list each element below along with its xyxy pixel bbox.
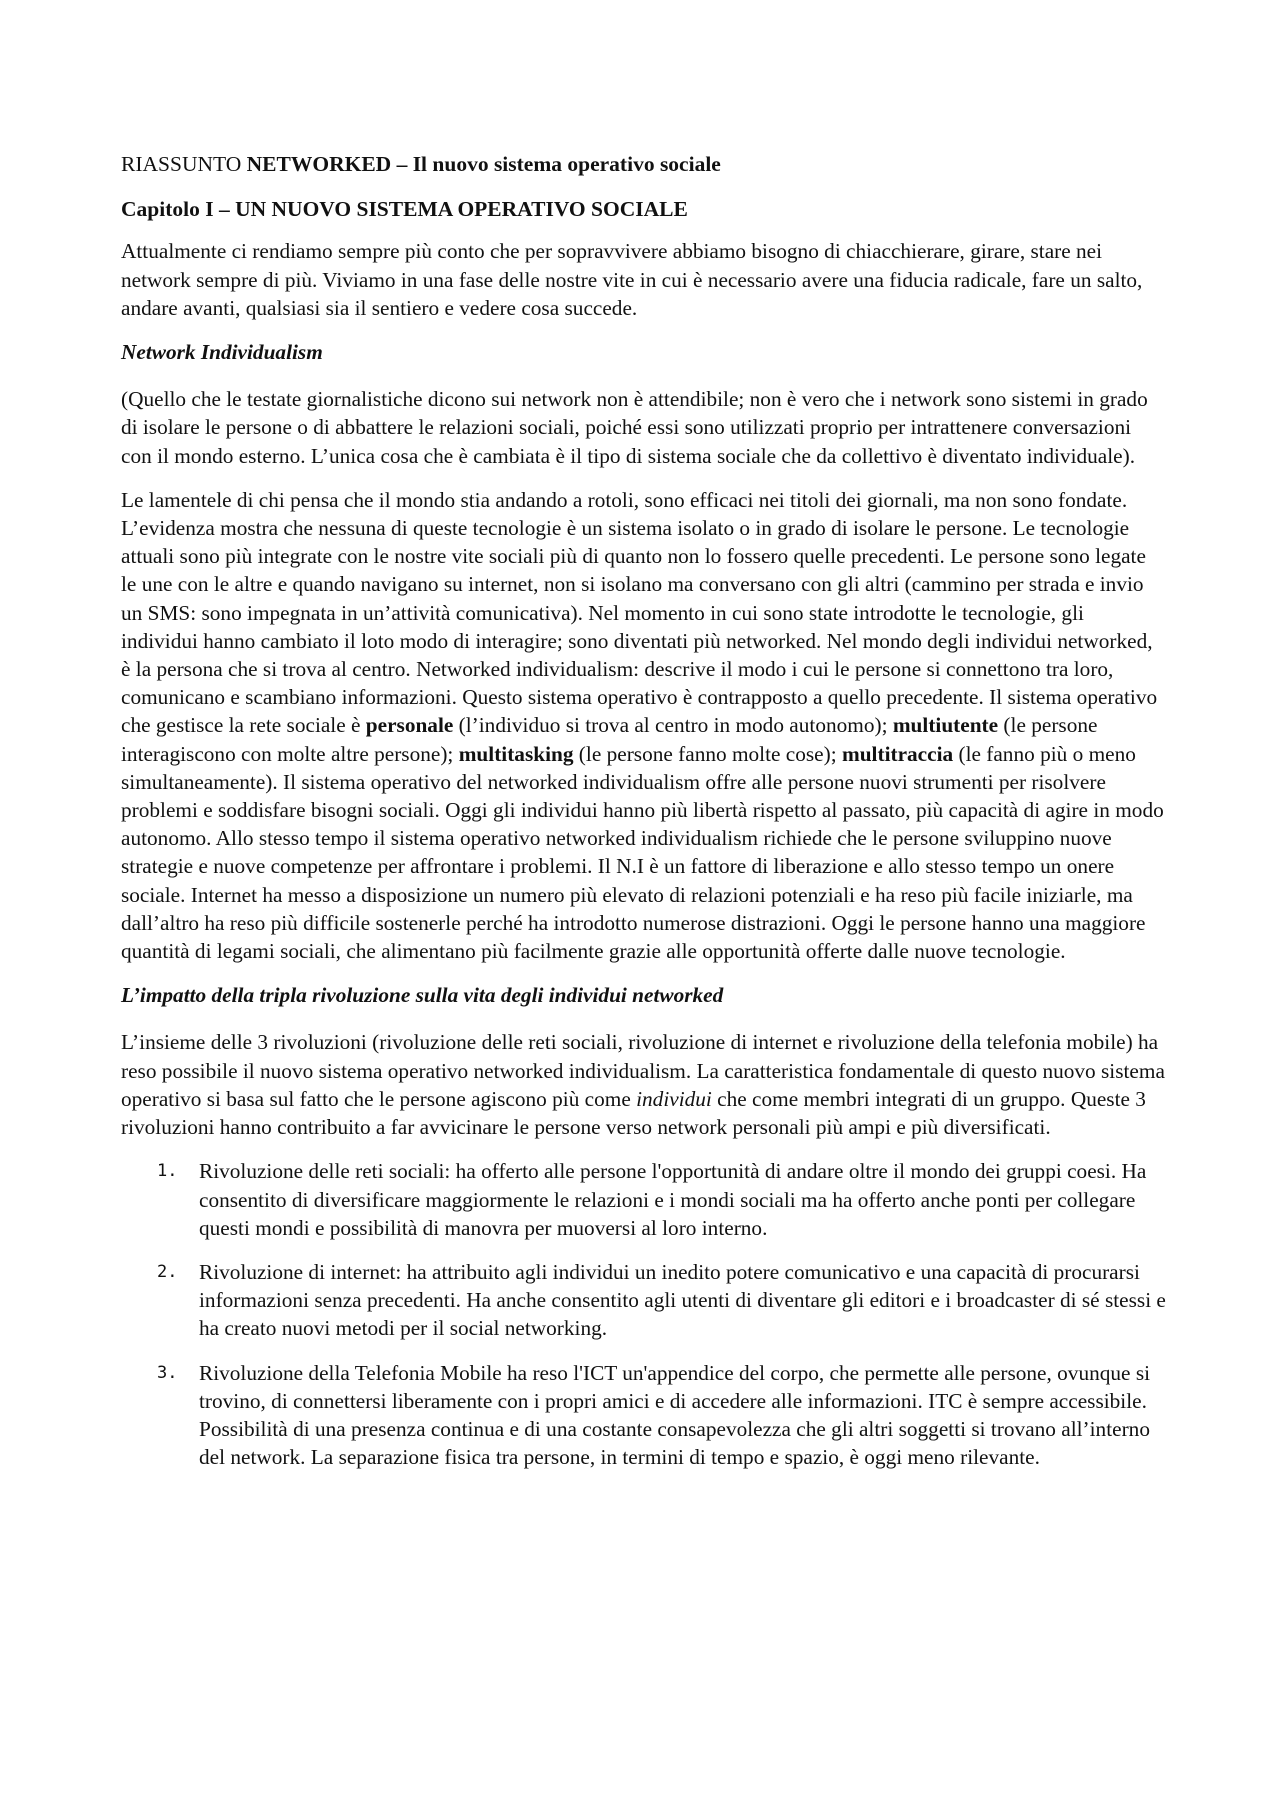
list-item-text: Rivoluzione della Telefonia Mobile ha reso l'ICT un'appendice del corpo, che permette alle persone, ovunque si trovino, di connettersi liberamente con i propri amici e di accedere alle informazioni. ITC è sempre accessibile. Possibilità di una presenza continua e di una costante consapevolezza che gli altri soggetti si trovano all’interno del network. La separazione fisica tra persone, in termini di tempo e spazio, è oggi meno rilevante.: [199, 1360, 1151, 1470]
paragraph-triple-revolution: [121, 1028, 1166, 1141]
list-item: [121, 1258, 1166, 1343]
text-run: (l’individuo si trova al centro in modo autonomo);: [453, 713, 893, 738]
title-bold: NETWORKED – Il nuovo sistema operativo sociale: [246, 152, 721, 176]
paragraph-networked-individualism: [121, 486, 1166, 965]
list-item-text: Rivoluzione delle reti sociali: ha offerto alle persone l'opportunità di andare oltre il mondo dei gruppi coesi. Ha consentito di diversificare maggiormente le relazioni e i mondi sociali ma ha offerto anche ponti per collegare questi mondi e possibilità di manovra per muoversi al loro interno.: [199, 1159, 1147, 1240]
list-item-number: 3.: [157, 1362, 178, 1383]
paragraph-network-note: (Quello che le testate giornalistiche dicono sui network non è attendibile; non è vero che i network sono sistemi in grado di isolare le persone o di abbattere le relazioni sociali, poiché essi sono utilizzati proprio per intrattenere conversazioni con il mondo esterno. L’unica cosa che è cambiata è il tipo di sistema sociale che da collettivo è diventato individuale).: [121, 387, 1148, 468]
list-item: [121, 1359, 1166, 1472]
revolutions-list: [121, 1157, 1166, 1471]
text-run: L’insieme delle 3 rivoluzioni (rivoluzione delle reti sociali, rivoluzione di internet e rivoluzione della telefonia mobile) ha reso possibile il nuovo sistema operativo networked individualism. La caratteristica fondamentale di questo nuovo sistema operativo si basa sul fatto che le persone agiscono più come: [121, 1030, 1165, 1111]
list-item: [121, 1157, 1166, 1242]
chapter-heading: Capitolo I – UN NUOVO SISTEMA OPERATIVO SOCIALE: [121, 197, 688, 222]
bold-term-personale: personale: [365, 713, 454, 738]
bold-term-multitasking: multitasking: [458, 741, 574, 766]
list-item-number: 2.: [157, 1261, 178, 1282]
document-body: [121, 150, 1166, 1487]
title-prefix: RIASSUNTO: [121, 152, 247, 176]
section-heading-network-individualism: Network Individualism: [121, 340, 323, 365]
text-run: (le persone interagiscono con molte altre persone);: [121, 713, 1098, 766]
text-run: che come membri integrati di un gruppo. Queste 3 rivoluzioni hanno contribuito a far avvicinare le persone verso network personali più ampi e più diversificati.: [121, 1086, 1146, 1140]
document-title: [121, 150, 1166, 178]
italic-term-individui: individui: [636, 1086, 712, 1111]
list-item-number: 1.: [157, 1161, 178, 1182]
bold-term-multitraccia: multitraccia: [841, 741, 954, 766]
text-run: (le persone fanno molte cose);: [573, 741, 842, 766]
text-run: (le fanno più o meno simultaneamente). Il sistema operativo del networked individualism offre alle persone nuovi strumenti per risolvere problemi e soddisfare bisogni sociali. Oggi gli individui hanno più libertà rispetto al passato, più capacità di agire in modo autonomo. Allo stesso tempo il sistema operativo networked individualism richiede che le persone sviluppino nuove strategie e nuove competenze per affrontare i problemi. Il N.I è un fattore di liberazione e allo stesso tempo un onere sociale. Internet ha messo a disposizione un numero più elevato di relazioni potenziali e ha reso più facile iniziarle, ma dall’altro ha reso più difficile sostenerle perché ha introdotto numerose distrazioni. Oggi le persone hanno una maggiore quantità di legami sociali, che alimentano più facilmente grazie alle opportunità offerte dalle nuove tecnologie.: [121, 741, 1164, 964]
section-heading-triple-revolution: L’impatto della tripla rivoluzione sulla vita degli individui networked: [121, 983, 724, 1008]
intro-paragraph: Attualmente ci rendiamo sempre più conto che per sopravvivere abbiamo bisogno di chiacchierare, girare, stare nei network sempre di più. Viviamo in una fase delle nostre vite in cui è necessario avere una fiducia radicale, fare un salto, andare avanti, qualsiasi sia il sentiero e vedere cosa succede.: [121, 239, 1143, 320]
bold-term-multiutente: multiutente: [892, 713, 999, 738]
text-run: Le lamentele di chi pensa che il mondo stia andando a rotoli, sono efficaci nei titoli dei giornali, ma non sono fondate. L’evidenza mostra che nessuna di queste tecnologie è un sistema isolato o in grado di isolare le persone. Le tecnologie attuali sono più integrate con le nostre vite sociali più di quanto non lo fossero quelle precedenti. Le persone sono legate le une con le altre e quando navigano su internet, non si isolano ma conversano con gli altri (cammino per strada e invio un SMS: sono impegnata in un’attività comunicativa). Nel momento in cui sono state introdotte le tecnologie, gli individui hanno cambiato il loto modo di interagire; sono diventati più networked. Nel mondo degli individui networked, è la persona che si trova al centro. Networked individualism: descrive il modo i cui le persone si connettono tra loro, comunicano e scambiano informazioni. Questo sistema operativo è contrapposto a quello precedente. Il sistema operativo che gestisce la rete sociale è: [121, 487, 1158, 738]
list-item-text: Rivoluzione di internet: ha attribuito agli individui un inedito potere comunicativo e una capacità di procurarsi informazioni senza precedenti. Ha anche consentito agli utenti di diventare gli editori e i broadcaster di sé stessi e ha creato nuovi metodi per il social networking.: [199, 1259, 1166, 1341]
